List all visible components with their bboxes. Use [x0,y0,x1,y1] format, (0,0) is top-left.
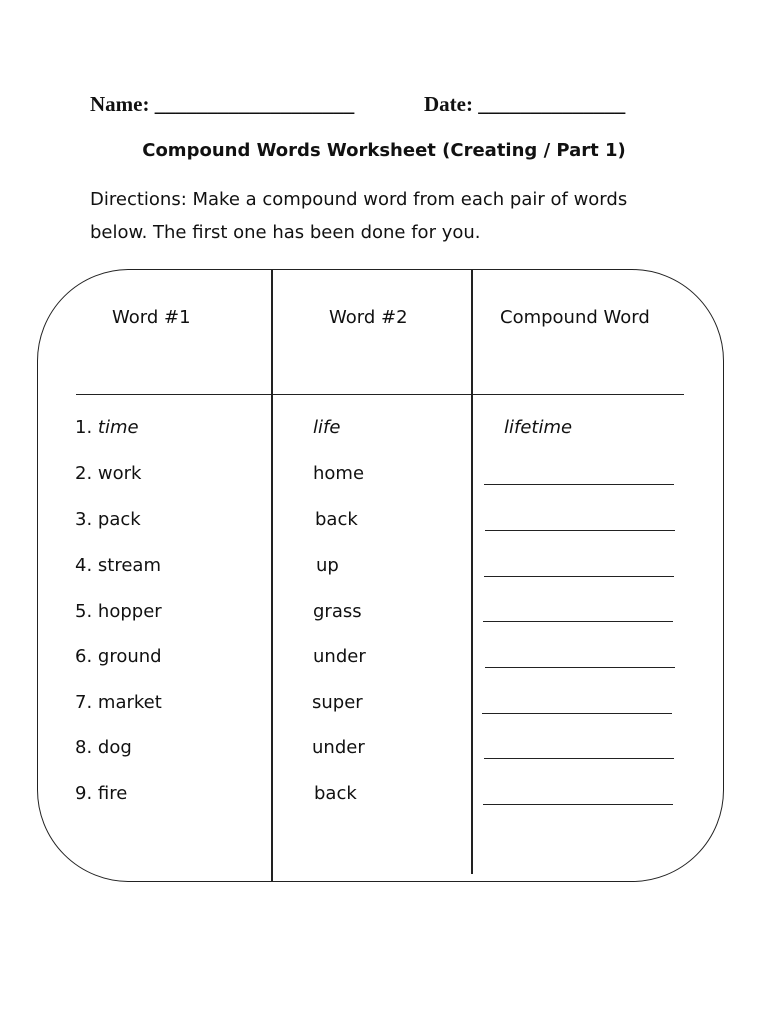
directions-text: Directions: Make a compound word from each pair of words below. The first one has been done for you. [90,189,628,243]
compound-answer-blank[interactable] [483,621,673,622]
row-word2: back [315,509,358,530]
row-word2: life [313,417,341,438]
row-compound-example: lifetime [504,417,573,438]
row-word2: home [313,463,365,484]
word1-text: dog [97,737,132,758]
row-number: 9. [75,783,93,804]
header-word2: Word #2 [329,307,408,328]
date-field[interactable]: Date: ______________ [424,92,626,116]
row-word2: under [312,737,365,758]
word1-text: time [97,417,139,438]
row-number: 4. [75,555,93,576]
row-number: 6. [75,646,93,667]
row-word2: super [312,692,363,713]
row-word1 [75,463,141,484]
row-word1 [75,737,132,758]
column-divider-1 [271,269,273,882]
row-number: 8. [75,737,93,758]
row-number: 3. [75,509,93,530]
row-word1 [75,783,127,804]
column-divider-2 [471,269,473,874]
row-number: 5. [75,601,93,622]
row-number: 7. [75,692,93,713]
row-word2: up [316,555,339,576]
compound-answer-blank[interactable] [483,804,673,805]
word1-text: pack [97,509,141,530]
compound-answer-blank[interactable] [484,576,674,577]
row-word1 [75,417,139,438]
word1-text: market [97,692,162,713]
compound-answer-blank[interactable] [485,667,675,668]
compound-answer-blank[interactable] [485,530,675,531]
compound-answer-blank[interactable] [482,713,672,714]
row-word2: back [314,783,357,804]
word1-text: hopper [97,601,162,622]
row-word1 [75,646,162,667]
row-word1 [75,601,162,622]
compound-answer-blank[interactable] [484,758,674,759]
word1-text: stream [97,555,162,576]
word1-text: ground [97,646,162,667]
name-field[interactable]: Name: ___________________ [90,92,355,116]
row-number: 2. [75,463,93,484]
row-word1 [75,509,141,530]
row-word1 [75,692,162,713]
header-compound: Compound Word [500,307,650,328]
row-number: 1. [75,417,93,438]
worksheet-title: Compound Words Worksheet (Creating / Part 1) [142,140,626,161]
row-word2: grass [313,601,362,622]
compound-answer-blank[interactable] [484,484,674,485]
word1-text: work [97,463,142,484]
header-underline [76,394,684,395]
word1-text: fire [97,783,128,804]
row-word1 [75,555,161,576]
row-word2: under [313,646,366,667]
header-word1: Word #1 [112,307,191,328]
